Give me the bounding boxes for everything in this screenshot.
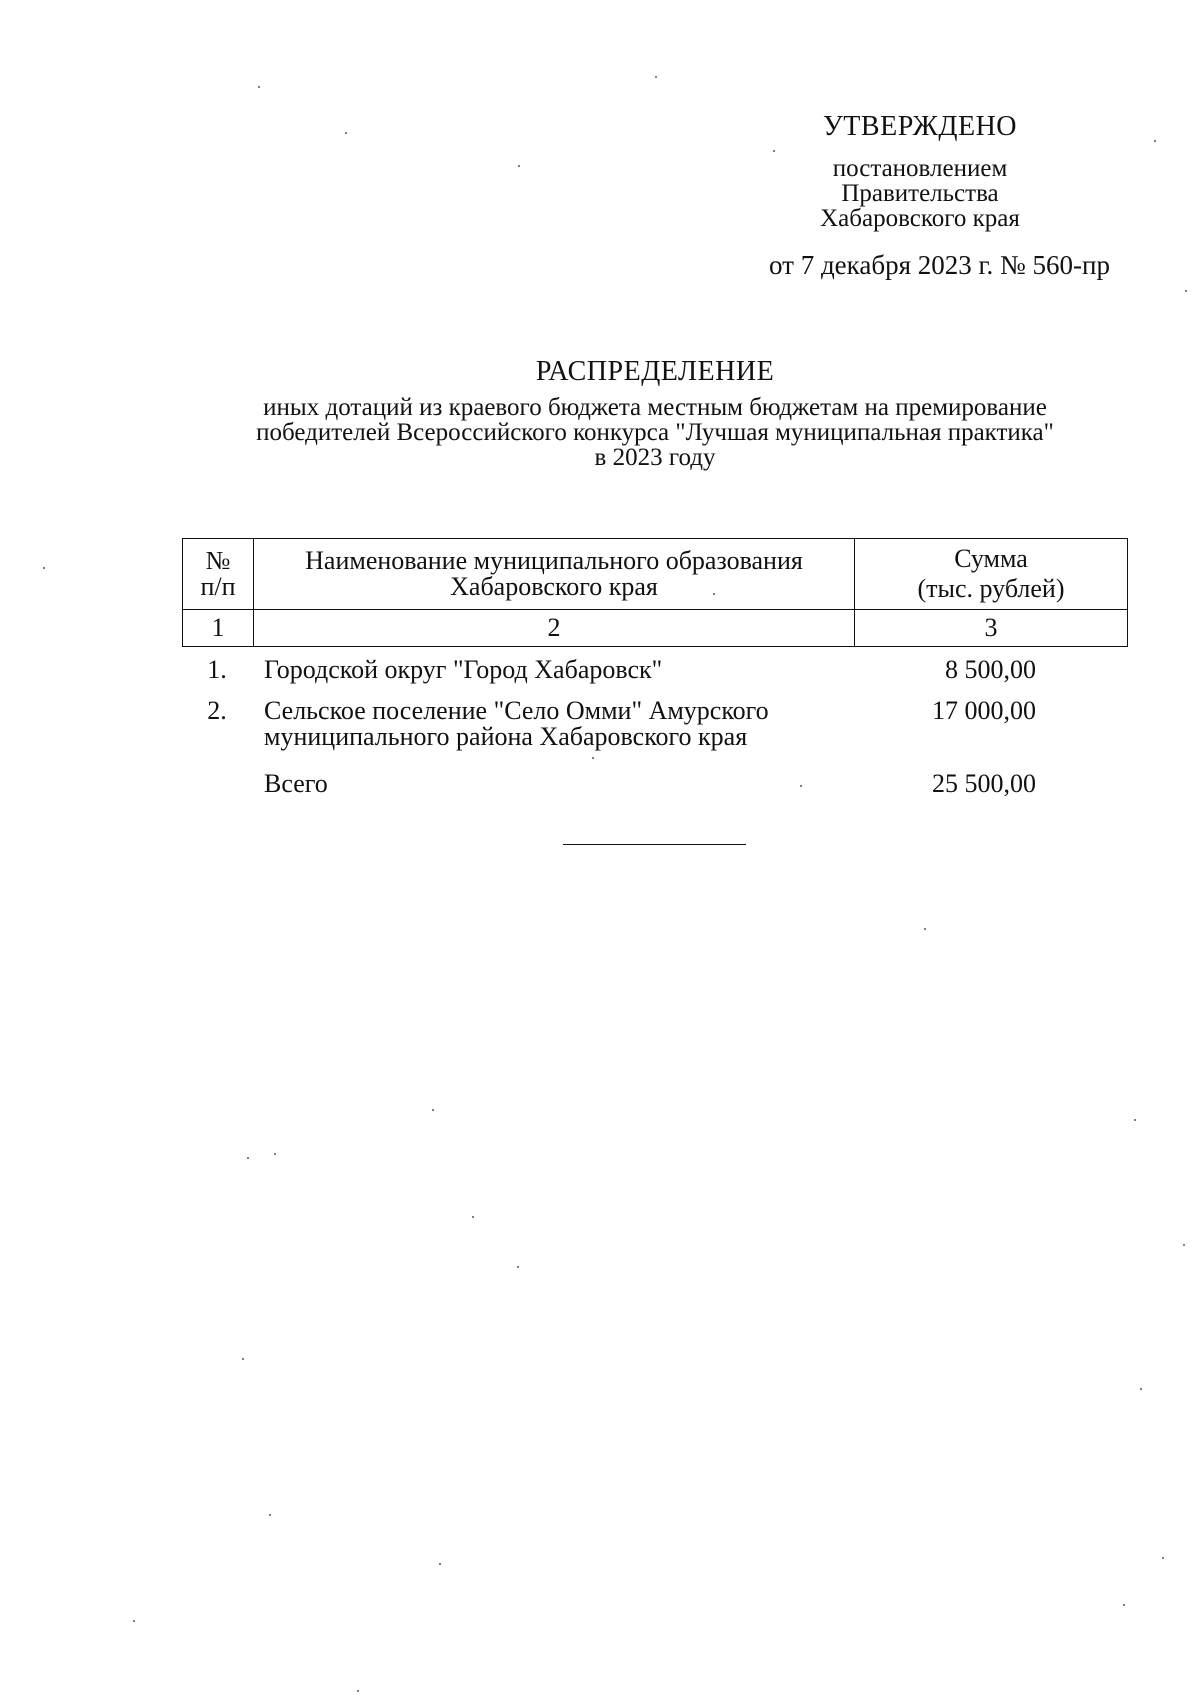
document-subtitle-line-3: в 2023 году	[594, 444, 716, 471]
scan-speck	[1140, 1388, 1142, 1390]
header-sum-cell	[855, 539, 1128, 610]
total-row	[182, 762, 1128, 806]
scan-speck	[345, 132, 347, 134]
scan-speck	[133, 1620, 135, 1622]
header-name-line-2: Хабаровского края	[450, 572, 658, 601]
scan-speck	[655, 76, 657, 78]
scan-speck	[517, 1266, 519, 1268]
row-number: 2.	[207, 696, 227, 725]
approval-line-2: Правительства	[841, 180, 999, 207]
scan-speck	[800, 785, 802, 787]
municipality-name-line-1: Сельское поселение "Село Омми" Амурского	[264, 696, 769, 725]
header-sum-line-2: (тыс. рублей)	[917, 574, 1065, 603]
document-subtitle-line-2: победителей Всероссийского конкурса "Лучшая муниципальная практика"	[256, 419, 1054, 446]
scan-speck	[472, 1216, 474, 1218]
table-row	[182, 690, 1128, 762]
approval-line-1: постановлением	[832, 155, 1008, 182]
table-row	[182, 650, 1128, 690]
header-num-line-2: п/п	[200, 572, 236, 601]
scan-speck	[1183, 1244, 1185, 1246]
header-name-cell	[254, 539, 855, 610]
document-heading: РАСПРЕДЕЛЕНИЕ	[535, 356, 775, 387]
scan-speck	[1154, 140, 1156, 142]
approved-label: УТВЕРЖДЕНО	[822, 111, 1018, 142]
scan-speck	[924, 928, 926, 930]
scan-speck	[357, 1690, 359, 1692]
scan-speck	[432, 1109, 434, 1111]
closing-separator-line	[563, 844, 746, 845]
total-amount: 25 500,00	[932, 769, 1036, 798]
header-sum-line-1: Сумма	[954, 544, 1028, 573]
scan-speck	[713, 593, 715, 595]
scan-speck	[518, 165, 520, 167]
row-amount: 8 500,00	[945, 655, 1036, 684]
scan-speck	[439, 1563, 441, 1565]
scan-speck	[274, 1153, 276, 1155]
scan-speck	[592, 757, 594, 759]
scan-speck	[1134, 1119, 1136, 1121]
column-index-row	[183, 610, 1128, 647]
approval-line-3: Хабаровского края	[820, 205, 1020, 232]
scan-speck	[1185, 290, 1187, 292]
distribution-table-header	[182, 538, 1128, 647]
scan-speck	[1123, 1604, 1125, 1606]
header-name-line-1: Наименование муниципального образования	[305, 546, 803, 575]
scan-speck	[773, 150, 775, 152]
column-index-2: 2	[254, 610, 855, 647]
total-label: Всего	[264, 769, 328, 798]
scan-speck	[242, 1358, 244, 1360]
header-num-line-1: №	[205, 546, 231, 575]
municipality-name: Городской округ "Город Хабаровск"	[264, 655, 663, 684]
header-num-cell	[183, 539, 254, 610]
document-subtitle-line-1: иных дотаций из краевого бюджета местным бюджетам на премирование	[263, 394, 1047, 421]
scan-speck	[247, 1157, 249, 1159]
approval-block	[720, 110, 1120, 281]
column-index-3: 3	[855, 610, 1128, 647]
column-index-1: 1	[183, 610, 254, 647]
scan-speck	[1162, 1557, 1164, 1559]
document-title-block	[140, 355, 1170, 470]
municipality-name-line-2: муниципального района Хабаровского края	[264, 722, 748, 751]
table-header-row	[183, 539, 1128, 610]
scan-speck	[43, 567, 45, 569]
row-number: 1.	[207, 655, 227, 684]
approval-date: от 7 декабря 2023 г. № 560-пр	[769, 250, 1110, 280]
row-amount: 17 000,00	[932, 696, 1036, 725]
municipality-name	[264, 698, 864, 750]
scan-speck	[258, 86, 260, 88]
scan-speck	[269, 1514, 271, 1516]
distribution-table-body	[182, 650, 1128, 806]
